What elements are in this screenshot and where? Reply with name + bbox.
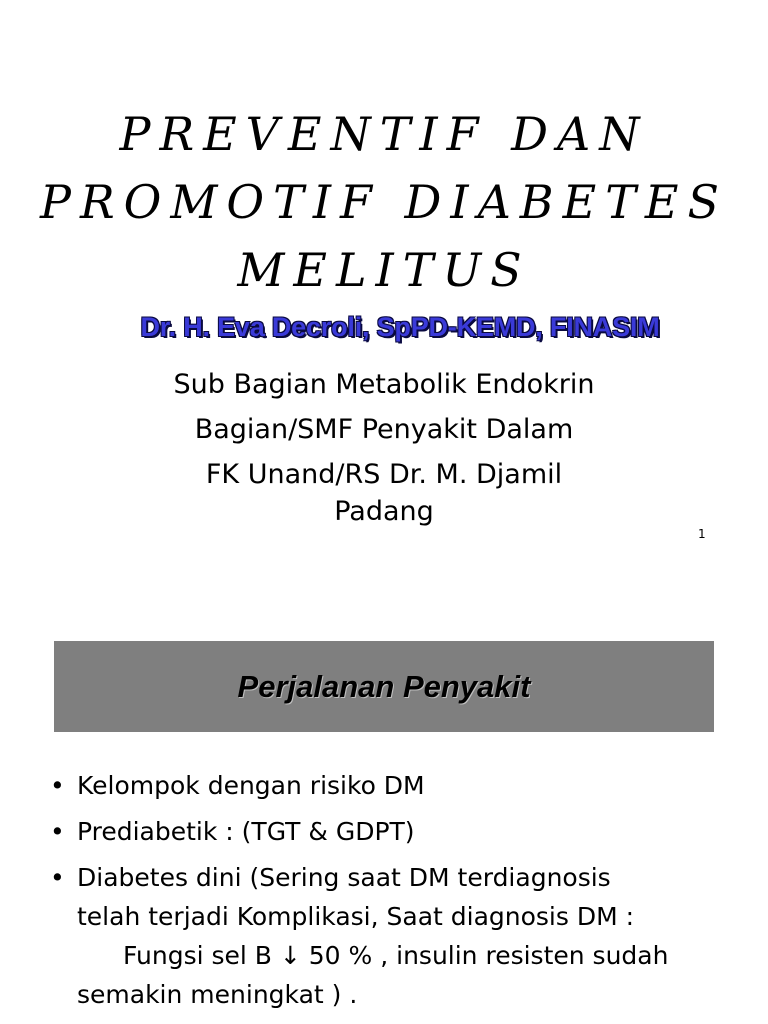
affiliation-line: Bagian/SMF Penyakit Dalam [194, 414, 574, 445]
content-slide [0, 580, 768, 1024]
author-name: Dr. H. Eva Decroli, SpPD-KEMD, FINASIM [140, 312, 660, 342]
bullet-text: • Diabetes dini (Sering saat DM terdiagnosis [77, 863, 611, 892]
title-line: PROMOTIF DIABETES [40, 175, 728, 229]
affiliation-line: Padang [334, 496, 434, 527]
bullet-text: telah terjadi Komplikasi, Saat diagnosis DM : [77, 902, 635, 931]
bullet-item [50, 858, 750, 1014]
title-line: MELITUS [237, 243, 531, 297]
bullet-list [50, 766, 750, 1021]
affiliation-line: Sub Bagian Metabolik Endokrin [173, 369, 595, 400]
slide-title [0, 100, 768, 304]
page-number: 1 [698, 527, 706, 541]
affiliation [0, 362, 768, 527]
bullet-item [50, 766, 750, 805]
bullet-text: semakin meningkat ) . [77, 980, 358, 1009]
bullet-item [50, 812, 750, 851]
bullet-text: • Prediabetik : (TGT & GDPT) [77, 817, 415, 846]
section-heading: Perjalanan Penyakit [237, 668, 531, 704]
bullet-text: • Kelompok dengan risiko DM [77, 771, 425, 800]
affiliation-line: FK Unand/RS Dr. M. Djamil [205, 459, 563, 490]
bullet-text: Fungsi sel B ↓ 50 % , insulin resisten sudah [123, 941, 669, 970]
title-line: PREVENTIF DAN [119, 107, 649, 161]
header-band [54, 641, 714, 732]
